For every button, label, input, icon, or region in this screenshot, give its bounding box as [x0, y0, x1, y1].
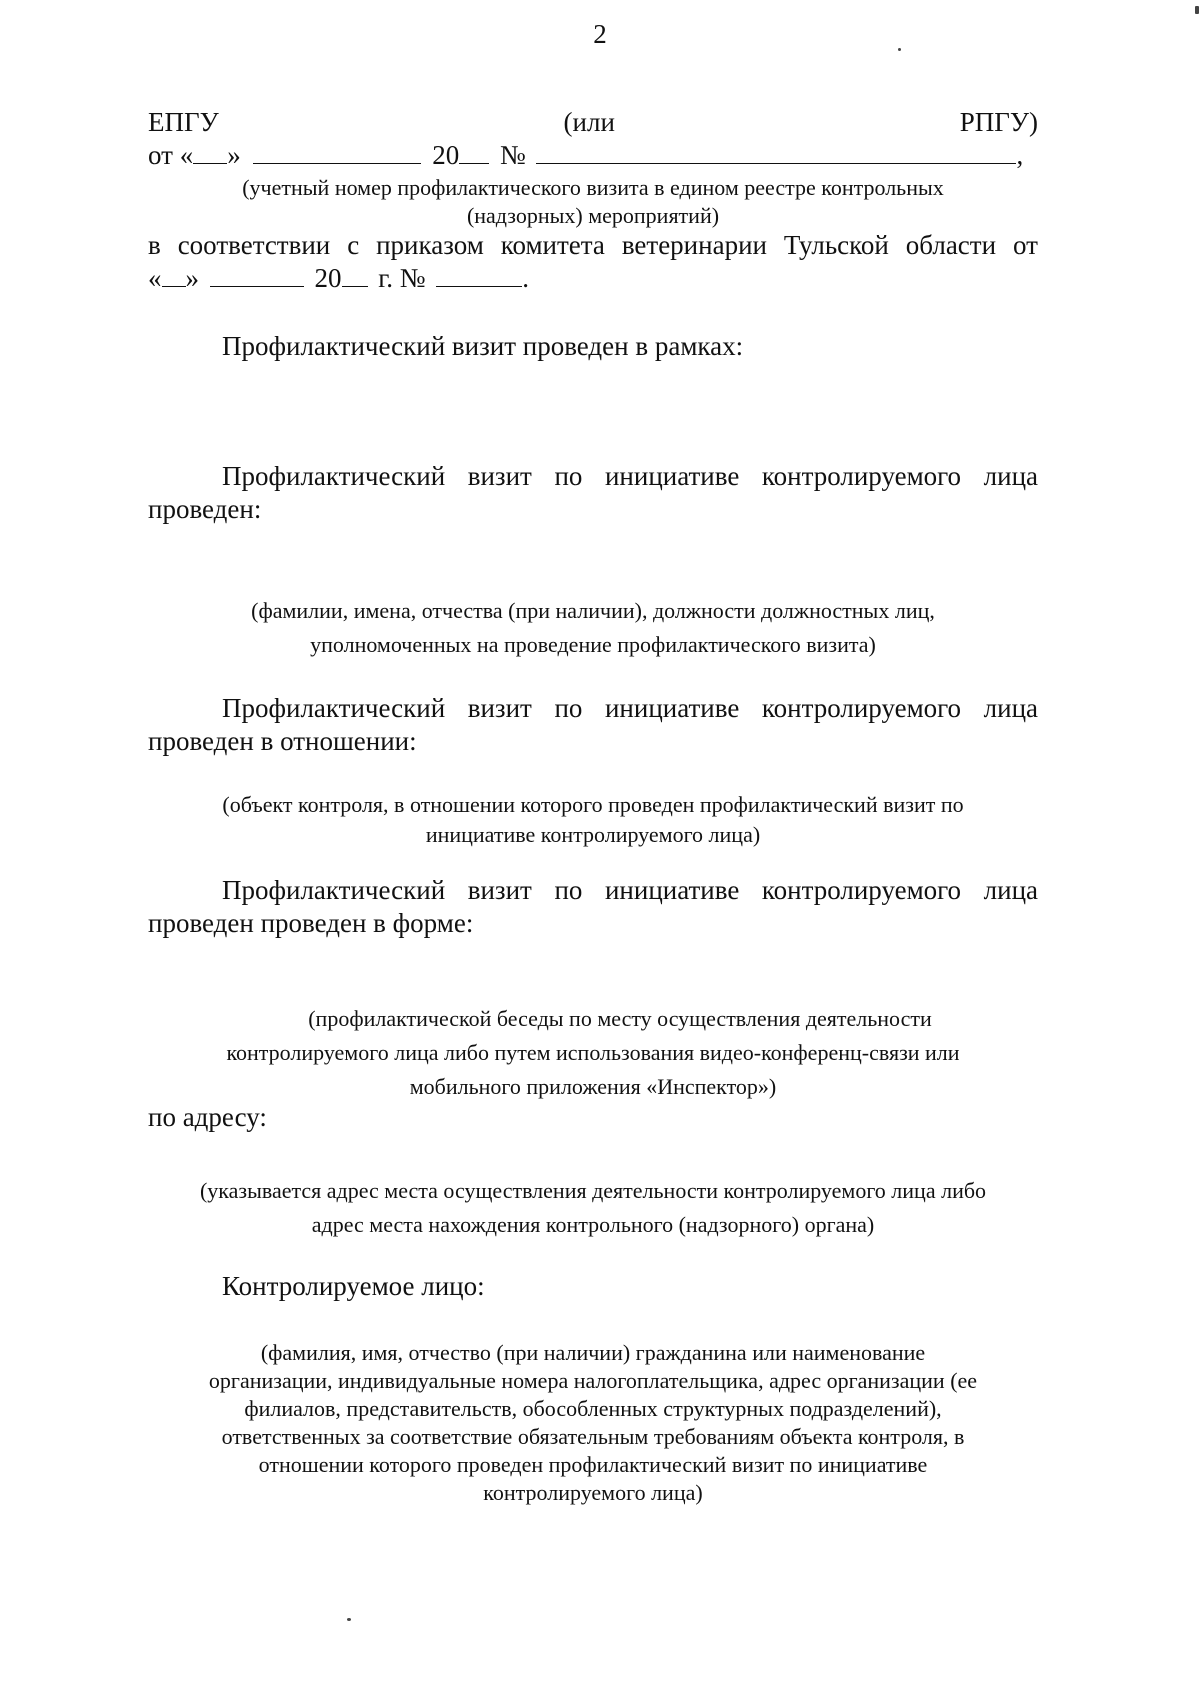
word: по	[554, 693, 583, 723]
form-caption	[148, 1002, 1038, 1104]
officials-caption	[148, 594, 1038, 662]
word: визит	[467, 461, 532, 491]
word: инициативе	[604, 461, 740, 491]
caption-line: отношении которого проведен профилактический визит по инициативе	[258, 1452, 928, 1477]
caption-line: филиалов, представительств, обособленных структурных подразделений),	[244, 1396, 942, 1421]
word: Тульской	[783, 230, 889, 260]
section-conducted-line-2: проведен:	[148, 494, 262, 524]
word: соответствии	[177, 230, 331, 260]
caption-line: (учетный номер профилактического визита в едином реестре контрольных	[242, 175, 944, 200]
scan-speck	[347, 1618, 351, 1621]
caption-line: (указывается адрес места осуществления деятельности контролируемого лица либо	[199, 1178, 987, 1203]
section-object-line-2: проведен в отношении:	[148, 726, 417, 756]
word: лица	[983, 693, 1038, 723]
from-text: от «	[148, 140, 194, 170]
page-number: 2	[593, 19, 607, 49]
word: приказом	[376, 230, 484, 260]
record-number-blank	[536, 141, 1016, 164]
rpgu-label: РПГУ)	[959, 107, 1038, 137]
year-text: 20	[432, 140, 460, 170]
controlled-person-caption	[148, 1339, 1038, 1507]
word: от	[1012, 230, 1038, 260]
order-month-blank	[210, 264, 304, 287]
caption-line: (объект контроля, в отношении которого проведен профилактический визит по	[222, 792, 964, 817]
year-blank	[459, 141, 489, 164]
caption-line: уполномоченных на проведение профилактического визита)	[310, 632, 876, 657]
word: Профилактический	[222, 875, 446, 905]
caption-line: (фамилии, имена, отчества (при наличии), должности должностных лиц,	[251, 598, 935, 623]
word: контролируемого	[761, 693, 962, 723]
word: визит	[467, 693, 532, 723]
epgu-label: ЕПГУ	[148, 107, 219, 137]
caption-line: организации, индивидуальные номера налогоплательщика, адрес организации (ее	[208, 1368, 978, 1393]
word: комитета	[500, 230, 605, 260]
order-number-blank	[436, 264, 522, 287]
word: лица	[983, 875, 1038, 905]
address-heading: по адресу:	[148, 1102, 267, 1132]
word: инициативе	[604, 875, 740, 905]
order-day-blank	[162, 264, 186, 287]
order-line-1	[148, 229, 1038, 262]
order-line-2	[148, 262, 529, 295]
quote-close: »	[185, 263, 199, 293]
word: Профилактический	[222, 461, 446, 491]
section-framework-heading: Профилактический визит проведен в рамках:	[222, 331, 744, 361]
day-blank	[193, 141, 227, 164]
order-number-label: г. №	[378, 263, 426, 293]
caption-line: адрес места нахождения контрольного (надзорного) органа)	[311, 1212, 875, 1237]
order-year-blank	[342, 264, 368, 287]
month-blank	[253, 141, 421, 164]
quote-close: »	[227, 140, 241, 170]
word: визит	[467, 875, 532, 905]
header-line-2	[148, 139, 1023, 172]
caption-line: (надзорных) мероприятий)	[466, 203, 720, 228]
scan-edge-mark	[1195, 6, 1199, 14]
address-caption	[148, 1174, 1038, 1242]
record-number-caption	[148, 174, 1038, 230]
caption-line: инициативе контролируемого лица)	[425, 822, 761, 847]
header-line-1	[148, 106, 1038, 139]
section-conducted-line-1	[222, 460, 1038, 493]
comma: ,	[1016, 140, 1024, 170]
caption-line: (фамилия, имя, отчество (при наличии) гражданина или наименование	[260, 1340, 926, 1365]
order-year-text: 20	[314, 263, 342, 293]
controlled-person-heading: Контролируемое лицо:	[222, 1271, 485, 1301]
quote-open: «	[148, 263, 162, 293]
caption-line: ответственных за соответствие обязательным требованиям объекта контроля, в	[221, 1424, 965, 1449]
word: по	[554, 461, 583, 491]
section-form-line-1	[222, 874, 1038, 907]
word: Профилактический	[222, 693, 446, 723]
caption-line: мобильного приложения «Инспектор»)	[409, 1074, 777, 1099]
word: лица	[983, 461, 1038, 491]
word: ветеринарии	[621, 230, 767, 260]
word: по	[554, 875, 583, 905]
scan-speck	[898, 48, 901, 51]
section-form-line-2: проведен проведен в форме:	[148, 908, 474, 938]
caption-line: контролируемого лица либо путем использования видео-конференц-связи или	[226, 1040, 960, 1065]
word: инициативе	[604, 693, 740, 723]
word: в	[148, 230, 161, 260]
period: .	[522, 263, 530, 293]
word: контролируемого	[761, 461, 962, 491]
word: контролируемого	[761, 875, 962, 905]
number-sign: №	[499, 140, 526, 170]
section-object-line-1	[222, 692, 1038, 725]
word: с	[347, 230, 360, 260]
caption-line: контролируемого лица)	[483, 1480, 703, 1505]
or-label: (или	[563, 107, 615, 137]
caption-line: (профилактической беседы по месту осуществления деятельности	[308, 1006, 932, 1031]
word: области	[905, 230, 997, 260]
object-caption	[148, 790, 1038, 850]
